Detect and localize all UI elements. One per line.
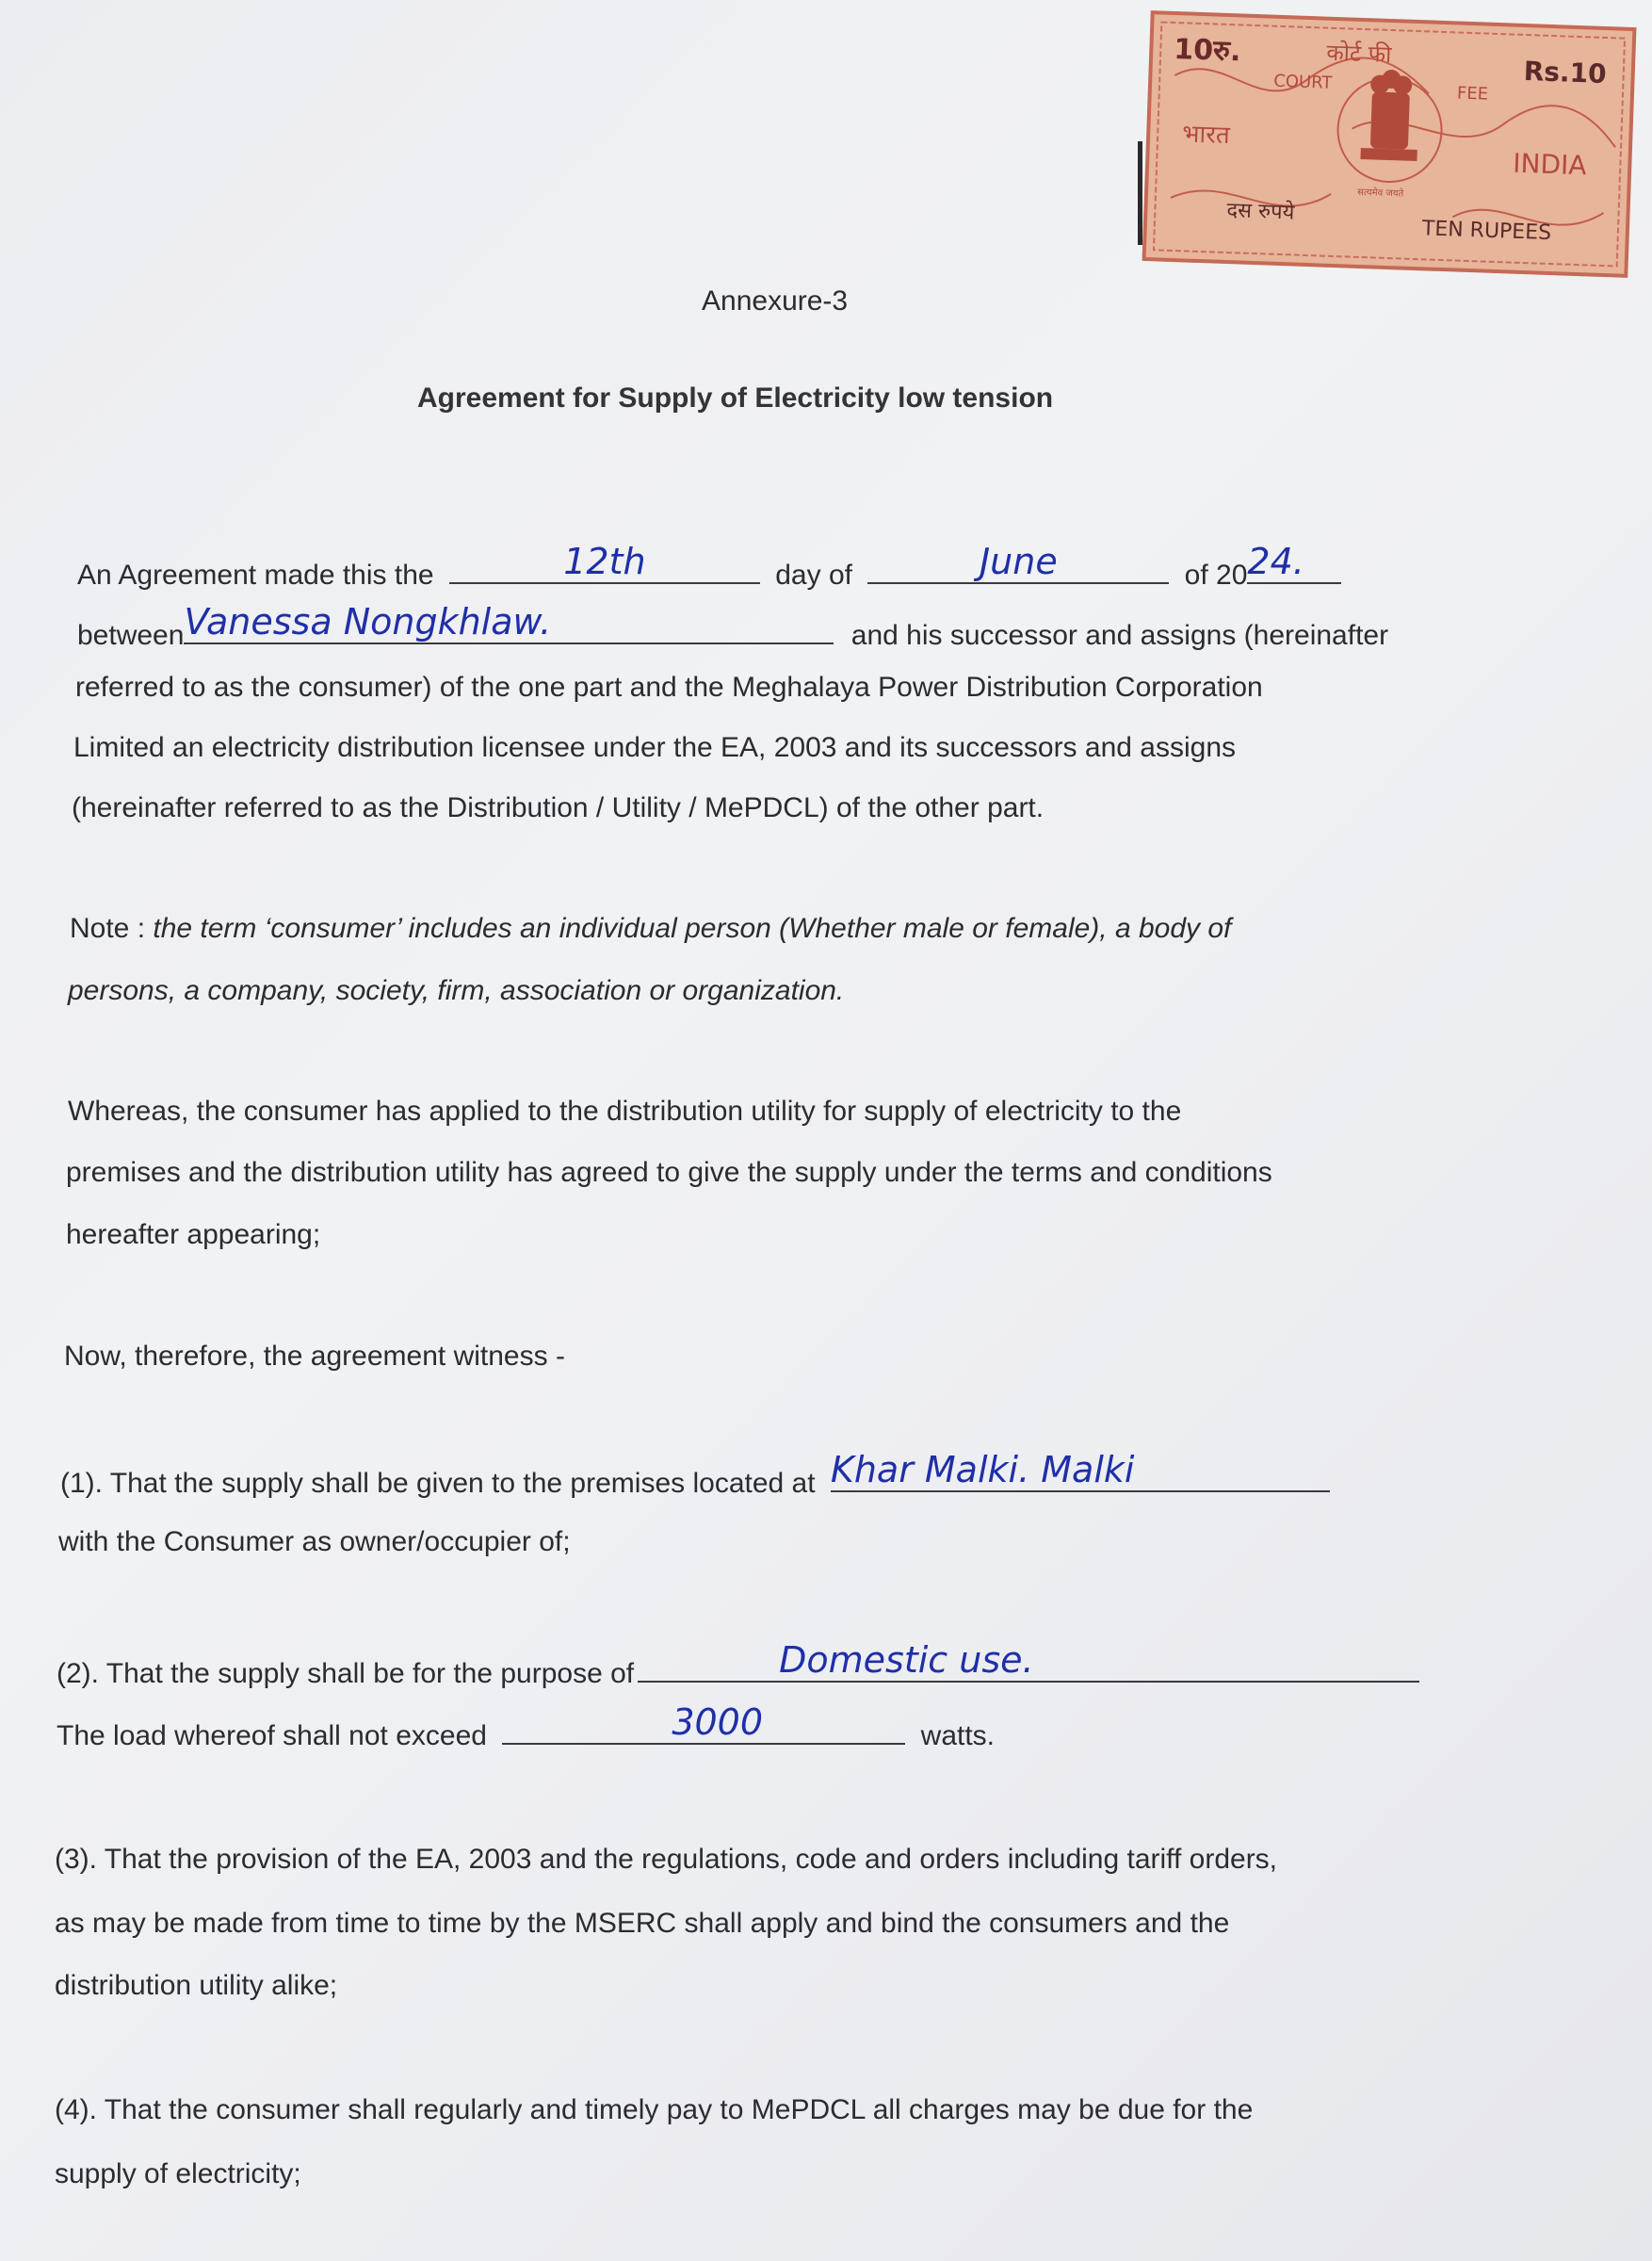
clause2-text: (2). That the supply shall be for the purpose of [57, 1658, 635, 1689]
whereas-line1: Whereas, the consumer has applied to the distribution utility for supply of electricity to the [68, 1096, 1182, 1127]
clause4-line1: (4). That the consumer shall regularly and timely pay to MePDCL all charges may be due for the [55, 2094, 1254, 2125]
stamp-ten-rupees: TEN RUPEES [1421, 217, 1552, 246]
clause3-line3: distribution utility alike; [55, 1970, 338, 2001]
stamp-value-hindi: 10रु. [1173, 32, 1242, 69]
agreement-title: Agreement for Supply of Electricity low tension [417, 382, 1054, 414]
para1-line3: referred to as the consumer) of the one part and the Meghalaya Power Distribution Corporation [75, 672, 1263, 703]
text-agreement-made: An Agreement made this the [77, 560, 434, 591]
clause2-line1 [57, 1639, 1419, 1693]
text-of-year: of 20 [1184, 560, 1248, 591]
month-field[interactable] [867, 541, 1169, 584]
court-fee-stamp [1140, 8, 1638, 280]
whereas-line2: premises and the distribution utility has agreed to give the supply under the terms and conditions [66, 1157, 1272, 1188]
consumer-name-field[interactable] [184, 601, 834, 644]
agreement-between-line [77, 601, 1389, 655]
witness-line: Now, therefore, the agreement witness - [64, 1341, 565, 1372]
day-field[interactable] [449, 541, 760, 584]
clause3-line1: (3). That the provision of the EA, 2003 and the regulations, code and orders including tariff orders, [55, 1844, 1278, 1875]
note-label: Note : [70, 913, 154, 944]
premises-location-field[interactable] [830, 1449, 1330, 1492]
year-value: 24. [1247, 541, 1304, 582]
clause1-line1 [60, 1449, 1330, 1503]
para1-line4: Limited an electricity distribution licensee under the EA, 2003 and its successors and assigns [73, 732, 1236, 763]
text-successor: and his successor and assigns (hereinafter [850, 620, 1389, 651]
stamp-motto: सत्यमेव जयते [1356, 187, 1404, 200]
supply-purpose-value: Domestic use. [779, 1639, 1034, 1681]
year-field[interactable] [1247, 541, 1341, 584]
clause4-line2: supply of electricity; [55, 2158, 301, 2189]
supply-purpose-field[interactable] [638, 1639, 1419, 1683]
load-field[interactable] [502, 1701, 905, 1745]
para1-line5: (hereinafter referred to as the Distribution / Utility / MePDCL) of the other part. [72, 792, 1045, 823]
clause1-line2: with the Consumer as owner/occupier of; [58, 1526, 571, 1557]
annexure-label: Annexure-3 [702, 285, 849, 317]
clause1-text: (1). That the supply shall be given to the premises located at [60, 1468, 816, 1499]
stamp-court-hindi: कोर्ट फी [1325, 39, 1392, 69]
load-value: 3000 [672, 1701, 764, 1743]
clause2-watts: watts. [920, 1720, 996, 1751]
stamp-india: INDIA [1512, 147, 1588, 182]
clause3-line2: as may be made from time to time by the MSERC shall apply and bind the consumers and the [55, 1908, 1230, 1939]
consumer-name-value: Vanessa Nongkhlaw. [184, 601, 552, 643]
text-between: between [77, 620, 185, 651]
note-text1: the term ‘consumer’ includes an individual person (Whether male or female), a body of [153, 913, 1232, 944]
whereas-line3: hereafter appearing; [66, 1219, 321, 1250]
note-line2: persons, a company, society, firm, association or organization. [68, 975, 845, 1006]
clause2-line2 [57, 1701, 996, 1755]
clause2-load-text: The load whereof shall not exceed [57, 1720, 487, 1751]
stamp-fee: FEE [1456, 83, 1489, 105]
text-day-of: day of [775, 560, 852, 591]
stamp-court: COURT [1272, 71, 1333, 93]
month-value: June [979, 541, 1058, 582]
note-line1 [70, 910, 1231, 948]
agreement-date-line [77, 541, 1341, 594]
premises-location-value: Khar Malki. Malki [830, 1449, 1135, 1490]
stamp-bharat: भारत [1181, 120, 1231, 151]
stamp-das-rupaye: दस रुपये [1225, 199, 1295, 225]
stamp-rs: Rs.10 [1523, 55, 1608, 89]
day-value: 12th [563, 541, 646, 582]
